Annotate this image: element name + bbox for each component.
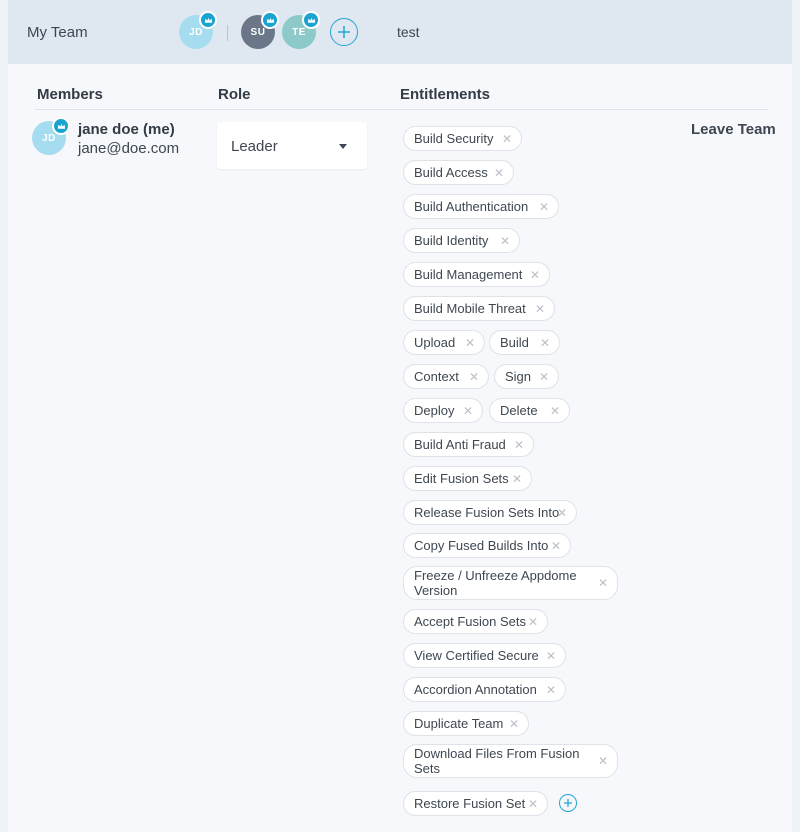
header-divider [35, 109, 768, 110]
remove-icon[interactable]: ✕ [534, 301, 545, 316]
entitlement-label: Build Identity [414, 233, 489, 248]
remove-icon[interactable]: ✕ [499, 233, 510, 248]
avatar-initials: JD [189, 26, 203, 38]
entitlement-label: Deploy [414, 403, 455, 418]
remove-icon[interactable]: ✕ [529, 267, 540, 282]
avatar-initials: JD [42, 132, 56, 144]
member-avatar [32, 121, 66, 155]
caret-down-icon [339, 144, 347, 149]
entitlement-label: Accept Fusion Sets [414, 614, 526, 629]
entitlement-chip [403, 194, 559, 219]
add-entitlement-button[interactable] [559, 794, 577, 812]
entitlement-label: Duplicate Team [414, 716, 504, 731]
entitlements-column-header: Entitlements [400, 86, 491, 103]
entitlement-label: Release Fusion Sets Into [414, 505, 560, 520]
crown-icon [302, 11, 320, 29]
leave-team-link[interactable]: Leave Team [691, 121, 776, 138]
entitlement-label: Build Access [414, 165, 488, 180]
avatar-initials: TE [292, 26, 306, 38]
entitlement-chip [489, 330, 560, 355]
remove-icon[interactable]: ✕ [550, 538, 561, 553]
crown-icon [261, 11, 279, 29]
entitlement-label: Build Mobile Threat [414, 301, 526, 316]
remove-icon[interactable]: ✕ [511, 471, 522, 486]
entitlement-label: Accordion Annotation [414, 682, 537, 697]
entitlement-chip [489, 398, 570, 423]
remove-icon[interactable]: ✕ [493, 165, 504, 180]
remove-icon[interactable]: ✕ [508, 716, 519, 731]
entitlement-label: Delete [500, 403, 538, 418]
remove-icon[interactable]: ✕ [597, 576, 608, 590]
members-panel [8, 64, 792, 832]
plus-icon [337, 25, 351, 39]
entitlement-chip [403, 500, 577, 525]
entitlement-chip [494, 364, 559, 389]
entitlement-chip [403, 228, 520, 253]
remove-icon[interactable]: ✕ [545, 648, 556, 663]
remove-icon[interactable]: ✕ [527, 614, 538, 629]
entitlement-label: Build Authentication [414, 199, 529, 214]
entitlement-chip [403, 609, 548, 634]
add-member-button[interactable] [330, 18, 358, 46]
entitlement-chip [403, 643, 566, 668]
avatar-jd[interactable] [179, 15, 213, 49]
remove-icon[interactable]: ✕ [549, 403, 560, 418]
entitlement-chip [403, 160, 514, 185]
entitlement-chip [403, 296, 555, 321]
member-name: jane doe (me) [78, 121, 175, 138]
remove-icon[interactable]: ✕ [501, 131, 512, 146]
entitlement-chip [403, 791, 548, 816]
entitlement-label: Build [500, 335, 529, 350]
team-name: test [397, 24, 420, 40]
entitlement-label: Build Security [414, 131, 494, 146]
crown-icon [199, 11, 217, 29]
entitlement-chip [403, 330, 485, 355]
remove-icon[interactable]: ✕ [464, 335, 475, 350]
entitlement-chip [403, 364, 489, 389]
remove-icon[interactable]: ✕ [462, 403, 473, 418]
entitlement-chip [403, 744, 618, 778]
entitlement-label: Edit Fusion Sets [414, 471, 509, 486]
entitlement-chip [403, 432, 534, 457]
team-label: My Team [27, 24, 88, 41]
remove-icon[interactable]: ✕ [556, 505, 567, 520]
remove-icon[interactable]: ✕ [538, 199, 549, 214]
entitlement-label: Context [414, 369, 459, 384]
entitlement-chip [403, 533, 571, 558]
team-header-bar [8, 0, 792, 64]
entitlement-label: Build Management [414, 267, 523, 282]
avatar-initials: SU [250, 26, 266, 38]
remove-icon[interactable]: ✕ [539, 335, 550, 350]
entitlement-chip [403, 466, 532, 491]
entitlement-label: Download Files From Fusion Sets [414, 746, 580, 776]
entitlement-label: Copy Fused Builds Into [414, 538, 549, 553]
avatar-te[interactable] [282, 15, 316, 49]
entitlement-chip [403, 398, 483, 423]
entitlement-label: Freeze / Unfreeze Appdome Version [414, 568, 577, 598]
avatar-su[interactable] [241, 15, 275, 49]
remove-icon[interactable]: ✕ [527, 796, 538, 811]
entitlement-chip [403, 677, 566, 702]
entitlement-chip [403, 711, 529, 736]
crown-icon [52, 117, 70, 135]
plus-icon [563, 798, 573, 808]
remove-icon[interactable]: ✕ [597, 754, 608, 768]
remove-icon[interactable]: ✕ [545, 682, 556, 697]
entitlement-chip [403, 126, 522, 151]
avatar-divider [227, 25, 228, 41]
remove-icon[interactable]: ✕ [538, 369, 549, 384]
entitlement-chip [403, 262, 550, 287]
role-select[interactable] [217, 122, 367, 169]
role-value: Leader [231, 138, 278, 155]
remove-icon[interactable]: ✕ [513, 437, 524, 452]
entitlement-label: Build Anti Fraud [414, 437, 506, 452]
entitlement-chip [403, 566, 618, 600]
entitlement-label: Sign [505, 369, 532, 384]
member-email: jane@doe.com [78, 140, 180, 157]
entitlement-label: Restore Fusion Set [414, 796, 526, 811]
entitlement-label: View Certified Secure [414, 648, 539, 663]
remove-icon[interactable]: ✕ [468, 369, 479, 384]
members-column-header: Members [37, 86, 103, 103]
entitlement-label: Upload [414, 335, 456, 350]
role-column-header: Role [218, 86, 251, 103]
